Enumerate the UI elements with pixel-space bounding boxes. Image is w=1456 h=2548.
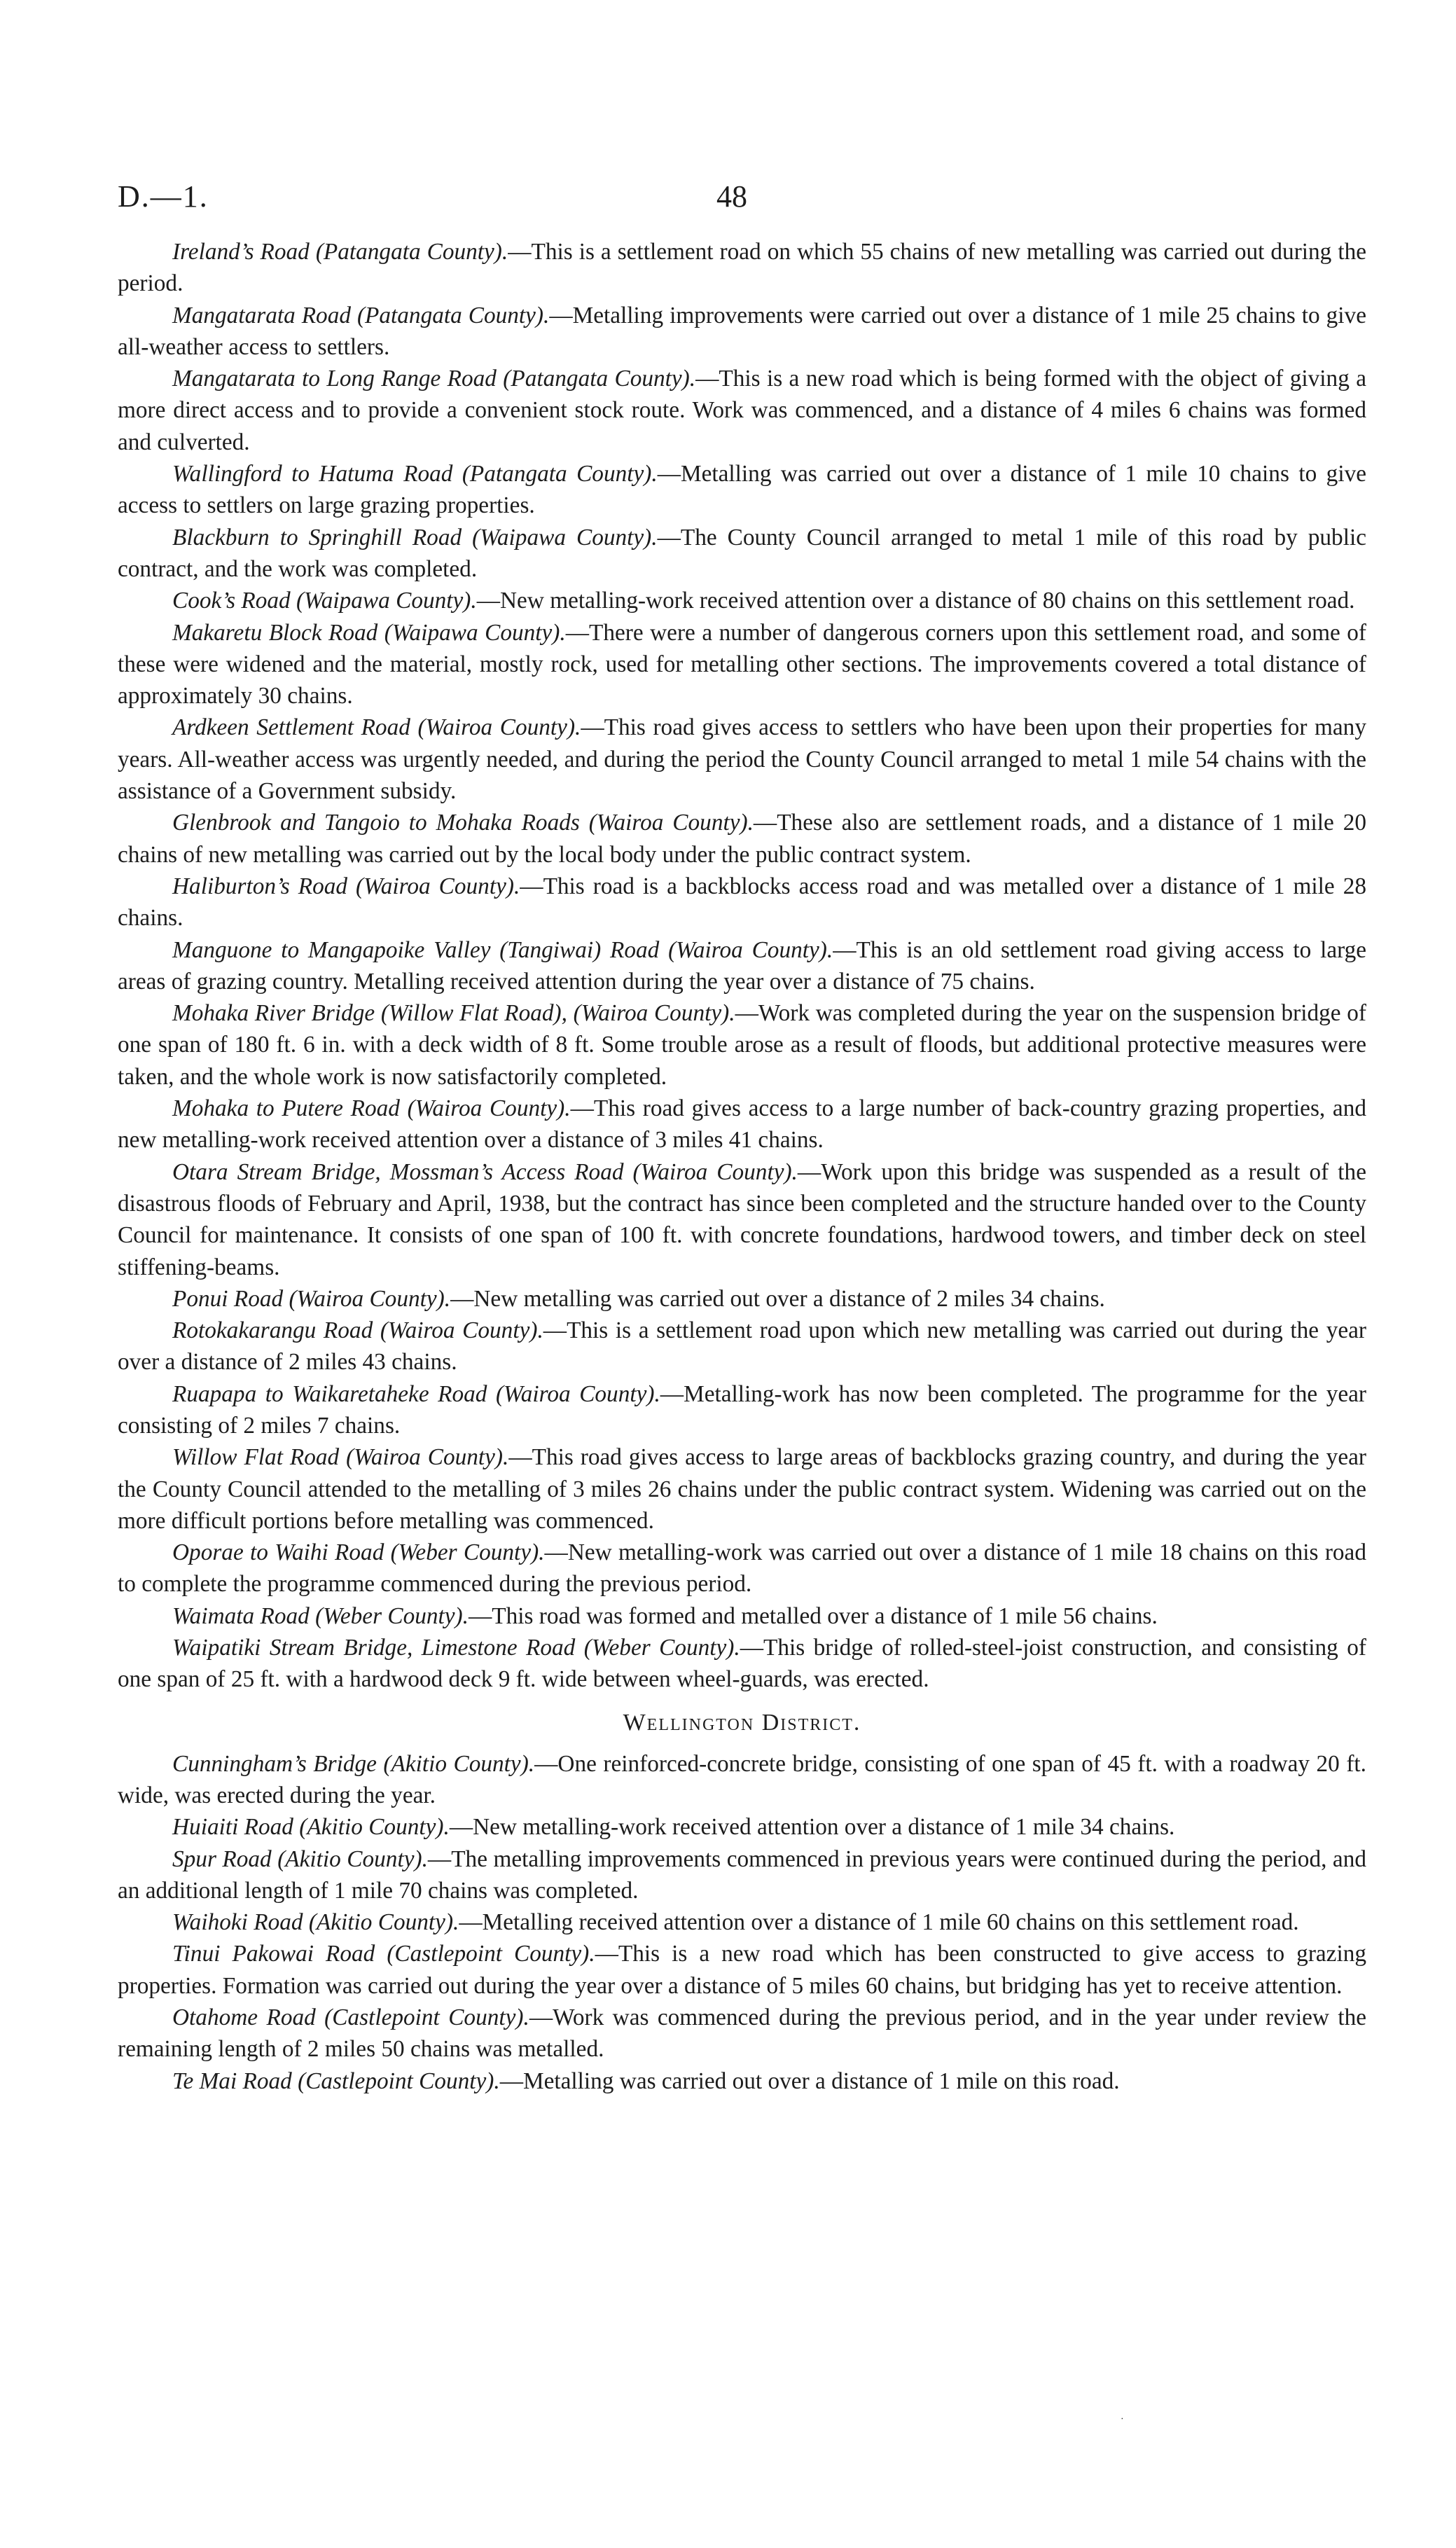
road-entry xyxy=(118,997,1366,1093)
road-entry xyxy=(118,1906,1366,1938)
page-header xyxy=(118,179,1366,223)
road-entry-title: Wallingford to Hatuma Road (Patangata County). xyxy=(172,461,658,487)
road-entry-text: —Metalling-work has now been completed. The programme for the year consisting of 2 miles 7 chains. xyxy=(118,1380,1366,1439)
road-entry xyxy=(118,1156,1366,1283)
road-entry-title: Tinui Pakowai Road (Castlepoint County). xyxy=(172,1941,595,1967)
road-entry xyxy=(118,871,1366,934)
road-entry xyxy=(118,617,1366,712)
road-entry xyxy=(118,2065,1366,2097)
road-entry-title: Ireland’s Road (Patangata County). xyxy=(172,239,508,265)
road-entry-text: —Metalling received attention over a distance of 1 mile 60 chains on this settlement road. xyxy=(459,1909,1299,1936)
road-entry xyxy=(118,363,1366,458)
road-entry-text: —Metalling was carried out over a distance of 1 mile on this road. xyxy=(499,2068,1120,2094)
road-entry-title: Oporae to Waihi Road (Weber County). xyxy=(172,1539,545,1566)
road-entry xyxy=(118,1441,1366,1537)
road-entry-text: —One reinforced-concrete bridge, consisting of one span of 45 ft. with a roadway 20 ft. wide, was erected during the year. xyxy=(118,1750,1366,1808)
road-entry-title: Manguone to Mangapoike Valley (Tangiwai) Road (Wairoa County). xyxy=(172,936,833,963)
road-entry-text: —New metalling-work received attention over a distance of 1 mile 34 chains. xyxy=(449,1814,1175,1841)
road-entry-text: —This is a settlement road on which 55 chains of new metalling was carried out during the period. xyxy=(118,239,1366,297)
road-entry-text: —This bridge of rolled-steel-joist construction, and consisting of one span of 25 ft. with a hardwood deck 9 ft. wide between wheel-guards, was erected. xyxy=(118,1635,1366,1693)
road-entry-title: Willow Flat Road (Wairoa County). xyxy=(172,1444,509,1471)
road-entry-title: Cook’s Road (Waipawa County). xyxy=(172,588,477,614)
road-entry xyxy=(118,712,1366,807)
road-entry xyxy=(118,934,1366,998)
road-entry-title: Mohaka River Bridge (Willow Flat Road), (Wairoa County). xyxy=(172,1000,735,1027)
road-entry xyxy=(118,1938,1366,2002)
road-entry-title: Rotokakarangu Road (Wairoa County). xyxy=(172,1317,543,1344)
road-entry xyxy=(118,807,1366,871)
road-entry-text: —The metalling improvements commenced in previous years were continued during the period, and an additional length of 1 mile 70 chains was completed. xyxy=(118,1846,1366,1904)
road-entry-text: —Work upon this bridge was suspended as a result of the disastrous floods of February and April, 1938, but the contract has since been completed and the structure handed over to the County Council for maintenance. It consists of one span of 100 ft. with concrete foundations, hardwood towers, and timber deck on steel stiffening-beams. xyxy=(118,1158,1366,1280)
road-entry xyxy=(118,1378,1366,1442)
document-reference: D.—1. xyxy=(118,179,209,214)
road-entry-title: Cunningham’s Bridge (Akitio County). xyxy=(172,1750,535,1777)
road-entry-text: —This road gives access to large areas of backblocks grazing country, and during the year the County Council attended to the metalling of 3 miles 26 chains under the public contract system. Widening was carried out on the more difficult portions before metalling was commenced. xyxy=(118,1444,1366,1534)
road-entry xyxy=(118,1811,1366,1843)
road-entry xyxy=(118,300,1366,363)
road-entry xyxy=(118,458,1366,522)
road-entry-title: Glenbrook and Tangoio to Mohaka Roads (Wairoa County). xyxy=(172,810,754,836)
road-entry-text: —This road gives access to a large number of back-country grazing properties, and new metalling-work received attention over a distance of 3 miles 41 chains. xyxy=(118,1095,1367,1154)
road-entry-text: —Metalling was carried out over a distance of 1 mile 10 chains to give access to settlers on large grazing properties. xyxy=(118,461,1366,519)
road-entry-title: Huiaiti Road (Akitio County). xyxy=(172,1814,450,1841)
road-entry-title: Spur Road (Akitio County). xyxy=(172,1846,428,1872)
road-entry xyxy=(118,1093,1366,1156)
road-entry-text: —New metalling-work received attention over a distance of 80 chains on this settlement road. xyxy=(476,588,1355,614)
report-body xyxy=(118,236,1366,2097)
road-entry-title: Haliburton’s Road (Wairoa County). xyxy=(172,873,520,899)
road-entry-text: —This road is a backblocks access road and was metalled over a distance of 1 mile 28 chains. xyxy=(118,873,1366,932)
road-entry-text: —This road gives access to settlers who have been upon their properties for many years. All-weather access was urgently needed, and during the period the County Council arranged to metal 1 mile 54 chains with the assistance of a Government subsidy. xyxy=(118,714,1366,805)
road-entry-text: —This is a settlement road upon which new metalling was carried out during the year over a distance of 2 miles 43 chains. xyxy=(118,1317,1366,1376)
road-entry-title: Otahome Road (Castlepoint County). xyxy=(172,2005,529,2031)
road-entry-title: Mangatarata Road (Patangata County). xyxy=(172,302,550,328)
road-entry-text: —Metalling improvements were carried out over a distance of 1 mile 25 chains to give all-weather access to settlers. xyxy=(118,302,1366,360)
road-entry xyxy=(118,1632,1366,1696)
road-entry-text: —New metalling was carried out over a distance of 2 miles 34 chains. xyxy=(450,1285,1105,1312)
road-entry-text: —This is a new road which is being formed with the object of giving a more direct access and to provide a convenient stock route. Work was commenced, and a distance of 4 miles 6 chains was formed and culverted. xyxy=(118,366,1366,455)
road-entry-title: Te Mai Road (Castlepoint County). xyxy=(172,2068,500,2094)
road-entry xyxy=(118,1537,1366,1600)
road-entry-text: —The County Council arranged to metal 1 mile of this road by public contract, and the work was completed. xyxy=(118,524,1366,582)
road-entry xyxy=(118,585,1366,616)
page-speck: · xyxy=(1121,2414,1124,2425)
road-entry-title: Waihoki Road (Akitio County). xyxy=(172,1909,459,1936)
road-entry-title: Waipatiki Stream Bridge, Limestone Road (Weber County). xyxy=(172,1635,740,1661)
road-entry-text: —This is an old settlement road giving access to large areas of grazing country. Metalling received attention during the year over a distance of 75 chains. xyxy=(118,936,1367,995)
road-entry-text: —Work was commenced during the previous period, and in the year under review the remaining length of 2 miles 50 chains was metalled. xyxy=(118,2005,1366,2063)
road-entry-title: Makaretu Block Road (Waipawa County). xyxy=(172,619,566,646)
road-entry xyxy=(118,236,1366,300)
road-entry xyxy=(118,2002,1366,2065)
road-entry xyxy=(118,1315,1366,1378)
road-entry-text: —There were a number of dangerous corners upon this settlement road, and some of these were widened and the material, mostly rock, used for metalling other sections. The improvements covered a total distance of approximately 30 chains. xyxy=(118,619,1366,709)
road-entry-title: Ardkeen Settlement Road (Wairoa County). xyxy=(172,714,581,741)
road-entry-title: Waimata Road (Weber County). xyxy=(172,1602,469,1629)
road-entry-title: Mohaka to Putere Road (Wairoa County). xyxy=(172,1095,571,1122)
road-entry xyxy=(118,522,1366,586)
road-entry-text: —New metalling-work was carried out over a distance of 1 mile 18 chains on this road to complete the programme commenced during the previous period. xyxy=(118,1539,1366,1598)
road-entry-title: Otara Stream Bridge, Mossman’s Access Road (Wairoa County). xyxy=(172,1158,798,1185)
road-entry-title: Ponui Road (Wairoa County). xyxy=(172,1285,451,1312)
road-entry-title: Mangatarata to Long Range Road (Patangata County). xyxy=(172,366,696,392)
road-entry-text: —This road was formed and metalled over a distance of 1 mile 56 chains. xyxy=(468,1602,1158,1629)
road-entry xyxy=(118,1600,1366,1632)
road-entry-text: —These also are settlement roads, and a distance of 1 mile 20 chains of new metalling was carried out by the local body under the public contract system. xyxy=(118,810,1367,868)
road-entry xyxy=(118,1283,1366,1315)
road-entry xyxy=(118,1843,1366,1907)
road-entry-text: —Work was completed during the year on the suspension bridge of one span of 180 ft. 6 in. with a deck width of 8 ft. Some trouble arose as a result of floods, but additional protective measures were taken, and the whole work is now satisfactorily completed. xyxy=(118,1000,1366,1090)
road-entry-text: —This is a new road which has been constructed to give access to grazing properties. Formation was carried out during the year over a distance of 5 miles 60 chains, but bridging has yet to receive attention. xyxy=(118,1941,1367,1999)
section-heading: Wellington District. xyxy=(623,1709,861,1736)
entries-group xyxy=(118,1748,1366,2097)
road-entry xyxy=(118,1748,1366,1812)
road-entry-title: Blackburn to Springhill Road (Waipawa County). xyxy=(172,524,658,551)
page-number: 48 xyxy=(716,179,747,214)
road-entry-title: Ruapapa to Waikaretaheke Road (Wairoa County). xyxy=(172,1380,660,1407)
entries-group xyxy=(118,236,1366,1696)
